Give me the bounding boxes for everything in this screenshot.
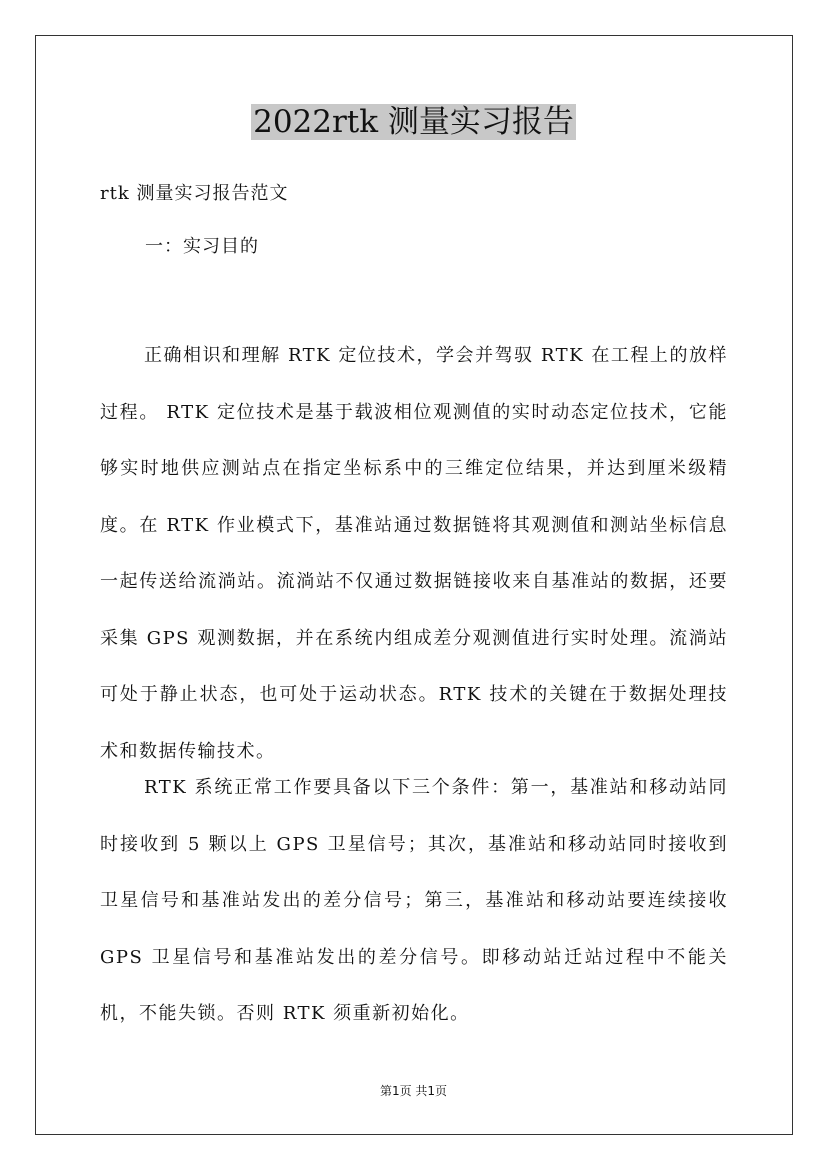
document-title-text: 2022rtk 测量实习报告 <box>253 104 574 140</box>
paragraph-rtk-conditions: RTK 系统正常工作要具备以下三个条件：第一，基准站和移动站同时接收到 5 颗以上 GPS 卫星信号；其次，基准站和移动站同时接收到卫星信号和基准站发出的差分信号；第三，基准站和移动站要连续接收 GPS 卫星信号和基准站发出的差分信号。即移动站迁站过程中不能关机，不能失锁。否则 RTK 须重新初始化。 <box>100 777 728 1024</box>
document-title <box>0 100 827 144</box>
document-subtitle: rtk 测量实习报告范文 <box>100 183 289 204</box>
section-heading: 一：实习目的 <box>145 236 259 257</box>
page-footer: 第1页 共1页 <box>379 1084 448 1098</box>
paragraph-rtk-purpose: 正确相识和理解 RTK 定位技术，学会并驾驭 RTK 在工程上的放样过程。 RTK 定位技术是基于载波相位观测值的实时动态定位技术，它能够实时地供应测站点在指定坐标系中的三维定位结果，并达到厘米级精度。在 RTK 作业模式下，基准站通过数据链将其观测值和测站坐标信息一起传送给流淌站。流淌站不仅通过数据链接收来自基准站的数据，还要采集 GPS 观测数据，并在系统内组成差分观测值进行实时处理。流淌站可处于静止状态，也可处于运动状态。RTK 技术的关键在于数据处理技术和数据传输技术。 <box>100 345 728 762</box>
